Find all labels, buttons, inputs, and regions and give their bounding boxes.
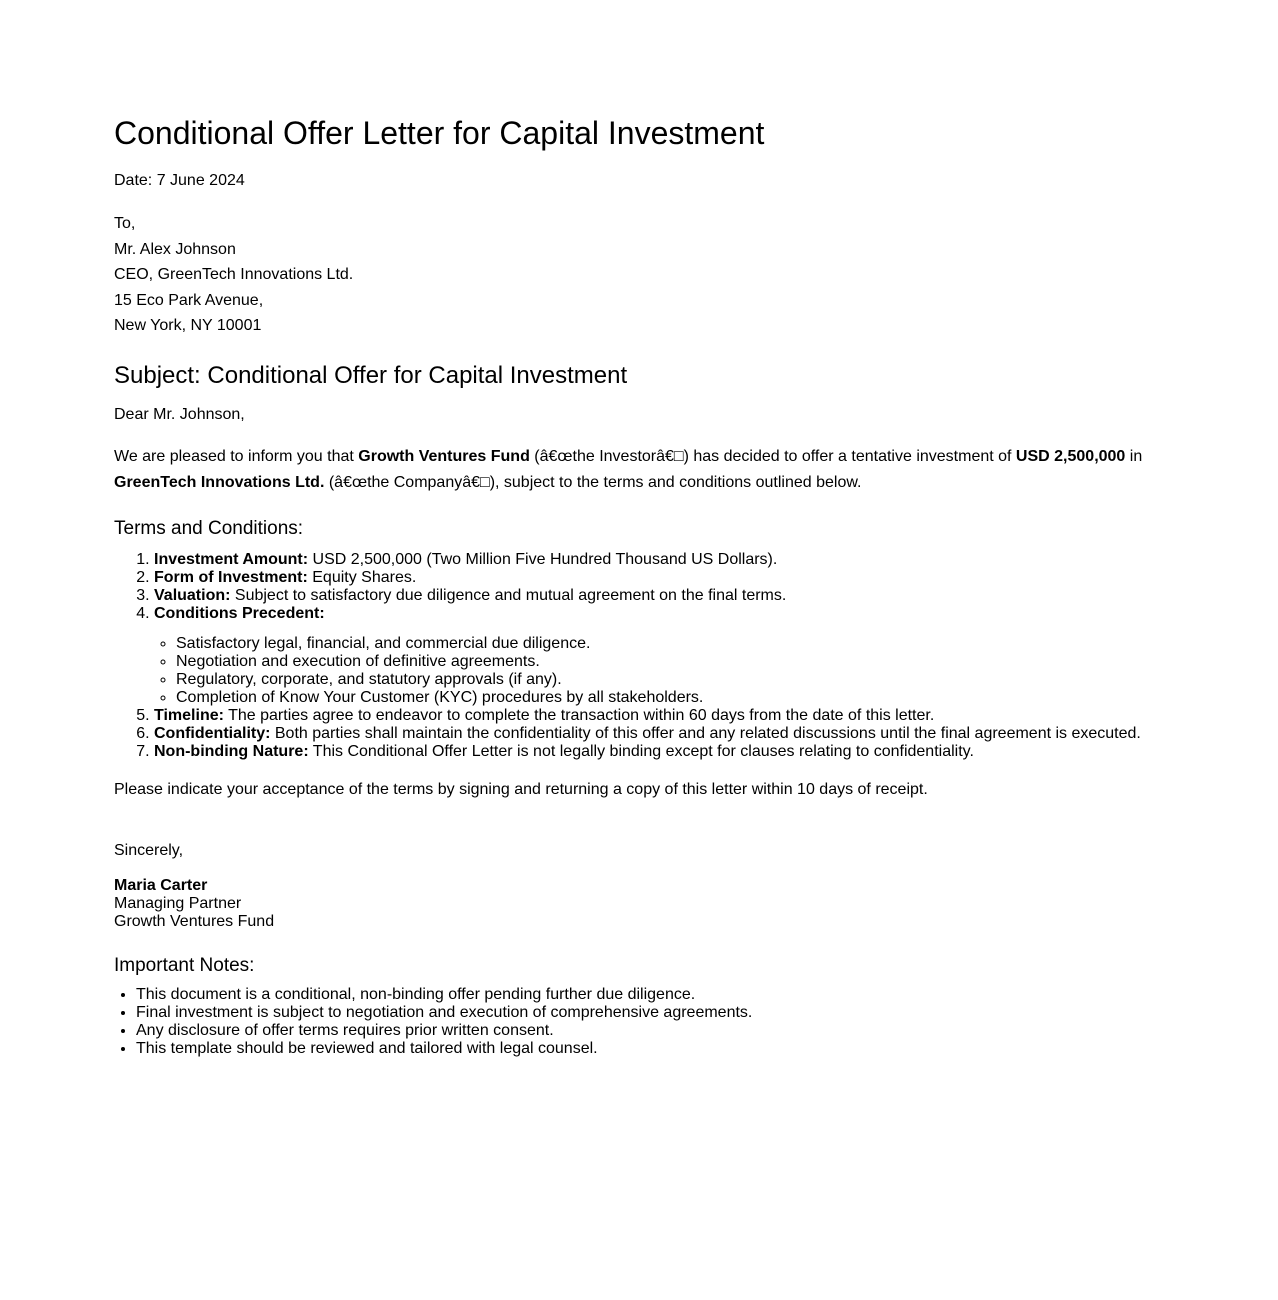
term-label: Non-binding Nature: <box>154 742 309 760</box>
term-text: The parties agree to endeavor to complete the transaction within 60 days from the date of this letter. <box>223 706 935 724</box>
term-item <box>154 551 1178 569</box>
note-item: • This document is a conditional, non-binding offer pending further due diligence. <box>136 986 1178 1004</box>
terms-list <box>114 551 1178 761</box>
term-text: This Conditional Offer Letter is not legally binding except for clauses relating to confidentiality. <box>308 742 974 760</box>
signatory-name: Maria Carter <box>114 876 208 894</box>
condition-item: ◦ Negotiation and execution of definitive agreements. <box>176 653 1178 671</box>
term-text: Equity Shares. <box>307 568 417 586</box>
term-label: Valuation: <box>154 586 231 604</box>
terms-heading: Terms and Conditions: <box>114 517 304 539</box>
condition-item: ◦ Regulatory, corporate, and statutory approvals (if any). <box>176 671 1178 689</box>
recipient-address <box>114 211 1178 339</box>
term-text: Subject to satisfactory due diligence and mutual agreement on the final terms. <box>230 586 787 604</box>
intro-paragraph <box>114 444 1178 496</box>
term-item <box>154 569 1178 587</box>
intro-text-3: in <box>1125 447 1143 465</box>
address-to: To, <box>114 215 136 232</box>
subject-heading: Subject: Conditional Offer for Capital Investment <box>114 361 628 389</box>
intro-text-4: (â€œthe Companyâ€□), subject to the terms and conditions outlined below. <box>324 473 862 491</box>
term-text: Both parties shall maintain the confidentiality of this offer and any related discussions until the final agreement is executed. <box>270 724 1141 742</box>
letter-date: Date: 7 June 2024 <box>114 172 245 189</box>
note-item: • Any disclosure of offer terms requires prior written consent. <box>136 1022 1178 1040</box>
term-label: Investment Amount: <box>154 550 309 568</box>
salutation: Dear Mr. Johnson, <box>114 405 245 423</box>
intro-text-2: (â€œthe Investorâ€□) has decided to offer a tentative investment of <box>529 447 1016 465</box>
term-label: Timeline: <box>154 706 224 724</box>
term-label: Form of Investment: <box>154 568 308 586</box>
signatory-org: Growth Ventures Fund <box>114 912 275 930</box>
notes-heading: Important Notes: <box>114 954 255 976</box>
signature-block <box>114 877 1178 931</box>
signatory-title: Managing Partner <box>114 894 242 912</box>
acceptance-paragraph: Please indicate your acceptance of the terms by signing and returning a copy of this letter within 10 days of receipt. <box>114 780 928 798</box>
term-label: Conditions Precedent: <box>154 604 325 622</box>
recipient-name: Mr. Alex Johnson <box>114 240 236 258</box>
note-item: • Final investment is subject to negotiation and execution of comprehensive agreements. <box>136 1004 1178 1022</box>
note-item: • This template should be reviewed and tailored with legal counsel. <box>136 1040 1178 1058</box>
investor-name: Growth Ventures Fund <box>358 447 530 465</box>
page-title: Conditional Offer Letter for Capital Investment <box>114 115 765 151</box>
term-label: Confidentiality: <box>154 724 271 742</box>
recipient-position: CEO, GreenTech Innovations Ltd. <box>114 266 354 283</box>
investment-amount: USD 2,500,000 <box>1015 447 1126 465</box>
condition-item: ◦ Satisfactory legal, financial, and commercial due diligence. <box>176 635 1178 653</box>
notes-list <box>114 986 1178 1058</box>
term-item <box>154 725 1178 743</box>
recipient-street: 15 Eco Park Avenue, <box>114 291 264 309</box>
term-item <box>154 605 1178 707</box>
intro-text-1: We are pleased to inform you that <box>114 447 359 465</box>
condition-item: ◦ Completion of Know Your Customer (KYC) procedures by all stakeholders. <box>176 689 1178 707</box>
term-text: USD 2,500,000 (Two Million Five Hundred Thousand US Dollars). <box>308 550 778 568</box>
company-name: GreenTech Innovations Ltd. <box>114 473 325 491</box>
closing: Sincerely, <box>114 841 184 859</box>
term-item <box>154 707 1178 725</box>
recipient-city: New York, NY 10001 <box>114 317 262 334</box>
term-item <box>154 743 1178 761</box>
conditions-list <box>154 635 1178 707</box>
term-item <box>154 587 1178 605</box>
